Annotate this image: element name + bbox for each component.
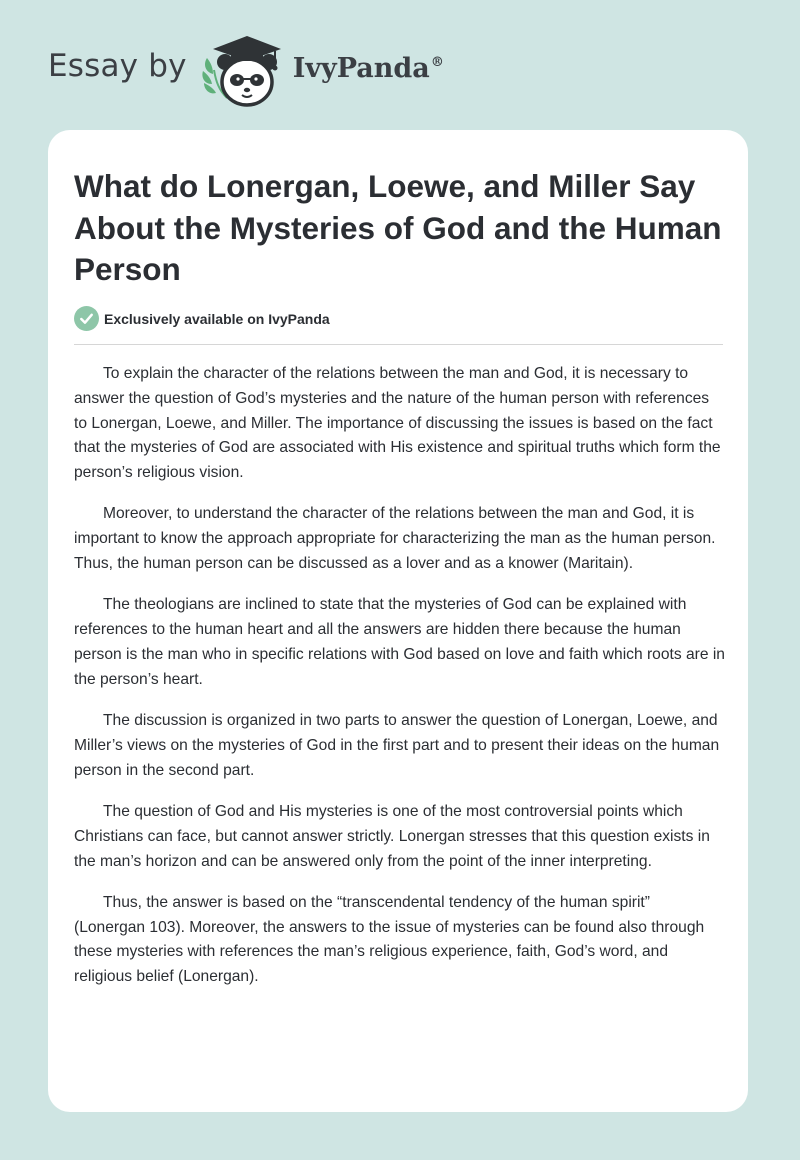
badge-label: Exclusively available on IvyPanda <box>104 310 330 327</box>
paragraph: The question of God and His mysteries is one of the most controversial points which Christians can face, but cannot answer strictly. Lonergan stresses that this question exists in the man’s horizon and can be answered only from the point of the inner interpreting. <box>74 802 710 870</box>
paragraph: To explain the character of the relations between the man and God, it is necessary to answer the question of God’s mysteries and the nature of the human person with references to Lonergan, Loewe, and Miller. The importance of discussing the issues is based on the fact that the mysteries of God are associated with His existence and spiritual truths which form the person’s religious vision. <box>74 365 721 482</box>
paragraph: Thus, the answer is based on the “transcendental tendency of the human spirit” (Lonergan 103). Moreover, the answers to the issue of mysteries can be found also through these mysteries with references the man’s religious experience, faith, God’s word, and religious belief (Lonergan). <box>74 893 705 986</box>
exclusive-badge <box>74 306 330 331</box>
essay-body <box>74 362 725 1007</box>
essay-card <box>48 130 748 1112</box>
brand-name[interactable] <box>293 53 444 84</box>
divider <box>74 344 723 345</box>
brand-name-text: IvyPanda <box>292 52 430 84</box>
paragraph: The theologians are inclined to state that the mysteries of God can be explained with references to the human heart and all the answers are hidden there because the human person is the man who in specific relations with God based on love and faith which roots are in the person’s heart. <box>74 596 725 688</box>
paragraph: Moreover, to understand the character of the relations between the man and God, it is important to know the approach appropriate for characterizing the man as the human person. Thus, the human person can be discussed as a lover and as a knower (Maritain). <box>74 505 716 573</box>
panda-graduate-icon[interactable] <box>199 30 291 110</box>
page-title: What do Lonergan, Loewe, and Miller Say About the Mysteries of God and the Human Person <box>74 168 722 287</box>
registered-mark: ® <box>430 54 444 70</box>
site-header <box>48 30 444 110</box>
check-circle-icon <box>74 306 99 331</box>
paragraph: The discussion is organized in two parts to answer the question of Lonergan, Loewe, and Miller’s views on the mysteries of God in the first part and to present their ideas on the human person in the second part. <box>74 712 720 779</box>
brand-prefix: Essay by <box>48 48 187 84</box>
